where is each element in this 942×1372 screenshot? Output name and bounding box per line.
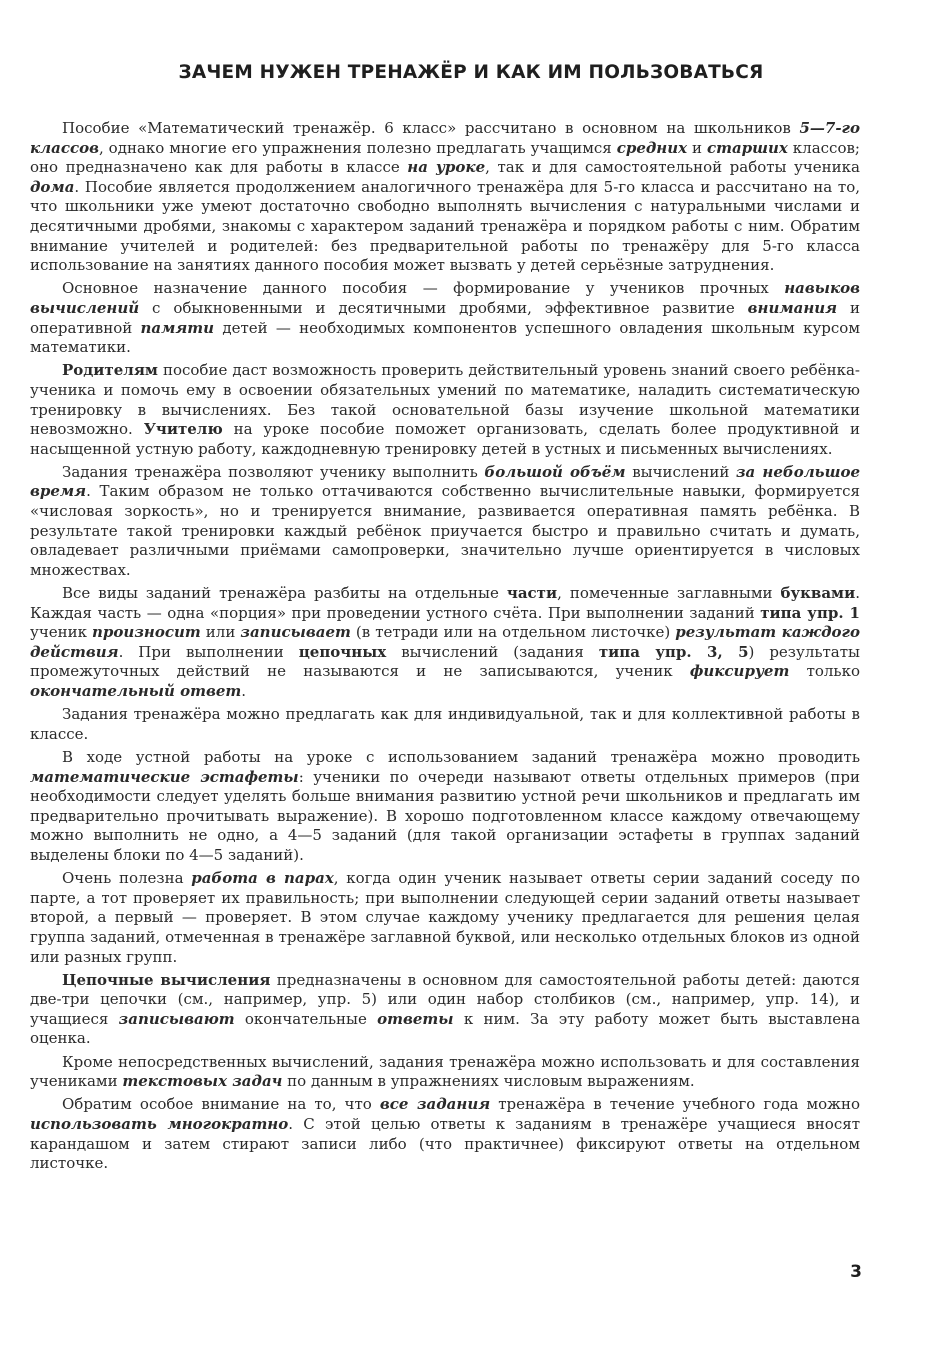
- page-title: ЗАЧЕМ НУЖЕН ТРЕНАЖЁР И КАК ИМ ПОЛЬЗОВАТЬСЯ: [178, 62, 764, 83]
- emphasized-text: 5—7-го классов: [30, 119, 860, 157]
- emphasized-text: памяти: [140, 318, 215, 337]
- text-run: , когда один ученик называет ответы серии заданий соседу по парте, а тот проверяет их правильность; при выполнении следующей серии заданий ответы называет второй, а первый — проверяет. В этом случае каждому ученику предлагается для решения целая группа заданий, отмеченная в тренажёре заглавной буквой, или несколько отдельных блоков из одной или разных групп.: [30, 869, 860, 966]
- emphasized-text: работа в парах: [191, 869, 334, 888]
- text-run: .: [241, 682, 247, 700]
- emphasized-text: типа упр. 3, 5: [598, 642, 749, 661]
- emphasized-text: за небольшое время: [30, 462, 860, 501]
- paragraph: [30, 869, 860, 967]
- emphasized-text: фиксирует: [689, 662, 790, 681]
- emphasized-text: большой объём: [484, 462, 626, 481]
- text-run: на уроке пособие поможет организовать, сделать более продуктивной и насыщенной устную работу, каждодневную тренировку детей в устных и письменных вычислениях.: [30, 420, 860, 458]
- paragraph: [30, 971, 860, 1049]
- text-run: ученик: [30, 623, 93, 642]
- text-run: к ним. За эту работу может быть выставлена оценка.: [30, 1009, 861, 1048]
- emphasized-text: записывает: [240, 623, 351, 642]
- text-run: Обратим особое внимание на то, что: [62, 1095, 380, 1114]
- text-run: . При выполнении: [118, 642, 299, 661]
- paragraph: [30, 1095, 860, 1173]
- text-run: пособие даст возможность проверить действительный уровень знаний своего ребёнка-ученика и помочь ему в освоении обязательных умений по математике, наладить систематическую тренировку в вычислениях. Без такой основательной базы изучение школьной математики невозможно.: [30, 361, 860, 439]
- text-run: и оперативной: [30, 298, 861, 337]
- text-run: Кроме непосредственных вычислений, задания тренажёра можно использовать и для составления учениками: [30, 1052, 860, 1091]
- emphasized-text: части: [506, 584, 558, 603]
- text-run: с обыкновенными и десятичными дробями, эффективное развитие: [139, 298, 748, 317]
- text-run: Задания тренажёра позволяют ученику выполнить: [62, 462, 485, 481]
- text-run: предназначены в основном для самостоятельной работы детей: даются две-три цепочки (см., например, упр. 5) или один набор столбиков (см., например, упр. 14), и учащиеся: [30, 970, 860, 1028]
- text-run: детей — необходимых компонентов успешного овладения школьным курсом математики.: [30, 318, 860, 357]
- emphasized-text: навыков вычислений: [30, 279, 860, 317]
- text-run: или: [200, 623, 241, 642]
- text-run: Все виды заданий тренажёра разбиты на отдельные: [62, 584, 507, 603]
- text-run: вычислений: [625, 462, 736, 481]
- text-run: , однако многие его упражнения полезно предлагать учащимся: [98, 138, 617, 157]
- text-run: тренажёра в течение учебного года можно: [490, 1095, 860, 1114]
- emphasized-text: Учителю: [143, 420, 223, 439]
- paragraph: [30, 463, 860, 581]
- emphasized-text: использовать многократно: [30, 1115, 289, 1134]
- emphasized-text: внимания: [747, 298, 838, 317]
- paragraph: [30, 119, 860, 276]
- text-run: ) результаты промежуточных действий не называются и не записываются, ученик: [30, 642, 860, 681]
- text-run: вычислений (задания: [386, 642, 599, 661]
- text-run: окончательные: [234, 1009, 378, 1028]
- page-number: 3: [850, 1262, 862, 1282]
- text-run: , помеченные заглавными: [557, 584, 781, 603]
- emphasized-text: записывают: [118, 1009, 235, 1028]
- emphasized-text: средних: [616, 138, 688, 157]
- emphasized-text: типа упр. 1: [760, 603, 860, 622]
- emphasized-text: дома: [30, 177, 75, 196]
- emphasized-text: старших: [706, 138, 788, 157]
- emphasized-text: буквами: [780, 584, 856, 603]
- emphasized-text: Цепочные вычисления: [62, 970, 271, 989]
- emphasized-text: окончательный ответ: [30, 682, 242, 700]
- emphasized-text: математические эстафеты: [30, 767, 299, 786]
- paragraph: [30, 748, 860, 866]
- body-text: [30, 119, 860, 1177]
- text-run: по данным в упражнениях числовым выражениям.: [282, 1072, 695, 1091]
- emphasized-text: текстовых задач: [122, 1072, 283, 1091]
- emphasized-text: Родителям: [62, 361, 158, 380]
- text-run: . Каждая часть — одна «порция» при проведении устного счёта. При выполнении заданий: [30, 584, 860, 622]
- text-run: классов; оно предназначено как для работы в классе: [30, 138, 860, 177]
- paragraph: [30, 279, 860, 357]
- text-run: Задания тренажёра можно предлагать как для индивидуальной, так и для коллективной работы в классе.: [30, 705, 860, 743]
- paragraph: [30, 705, 860, 744]
- text-run: Пособие «Математический тренажёр. 6 класс» рассчитано в основном на школьников: [62, 119, 800, 137]
- text-run: (в тетради или на отдельном листочке): [350, 623, 676, 642]
- text-run: . Таким образом не только оттачиваются собственно вычислительные навыки, формируется «числовая зоркость», но и тренируется внимание, развивается оперативная память ребёнка. В результате такой тренировки каждый ребёнок приучается быстро и правильно считать и думать, овладевает различными приёмами самопроверки, значительно лучше ориентируется в числовых множествах.: [30, 482, 860, 579]
- emphasized-text: результат каждого действия: [30, 623, 861, 661]
- text-run: и: [687, 138, 707, 157]
- paragraph: [30, 584, 860, 702]
- emphasized-text: произносит: [92, 623, 201, 642]
- text-run: : ученики по очереди называют ответы отдельных примеров (при необходимости следует уделять больше внимания развитию устной речи школьников и предлагать им предварительно прочитывать выражение). В хорошо подготовленном классе каждому отвечающему можно выполнить не одно, а 4—5 заданий (для такой организации эстафеты в группах заданий выделены блоки по 4—5 заданий).: [30, 767, 860, 864]
- emphasized-text: на уроке: [407, 158, 486, 177]
- text-run: , так и для самостоятельной работы ученика: [485, 158, 860, 177]
- text-run: . Пособие является продолжением аналогичного тренажёра для 5-го класса и рассчитано на то, что школьники уже умеют достаточно свободно выполнять вычисления с натуральными числами и десятичными дробями, знакомы с характером заданий тренажёра и порядком работы с ним. Обратим внимание учителей и родителей: без предварительной работы по тренажёру для 5-го класса использование на занятиях данного пособия может вызвать у детей серьёзные затруднения.: [30, 177, 860, 275]
- text-run: Основное назначение данного пособия — формирование у учеников прочных: [62, 279, 785, 298]
- text-run: . С этой целью ответы к заданиям в тренажёре учащиеся вносят карандашом и затем стирают записи либо (что практичнее) фиксируют ответы на отдельном листочке.: [30, 1115, 860, 1173]
- text-run: В ходе устной работы на уроке с использованием заданий тренажёра можно проводить: [62, 747, 860, 766]
- text-run: только: [789, 662, 860, 681]
- text-run: Очень полезна: [62, 869, 192, 888]
- paragraph: [30, 361, 860, 459]
- emphasized-text: ответы: [377, 1009, 454, 1028]
- paragraph: [30, 1053, 860, 1092]
- emphasized-text: цепочных: [298, 642, 387, 661]
- emphasized-text: все задания: [379, 1095, 491, 1114]
